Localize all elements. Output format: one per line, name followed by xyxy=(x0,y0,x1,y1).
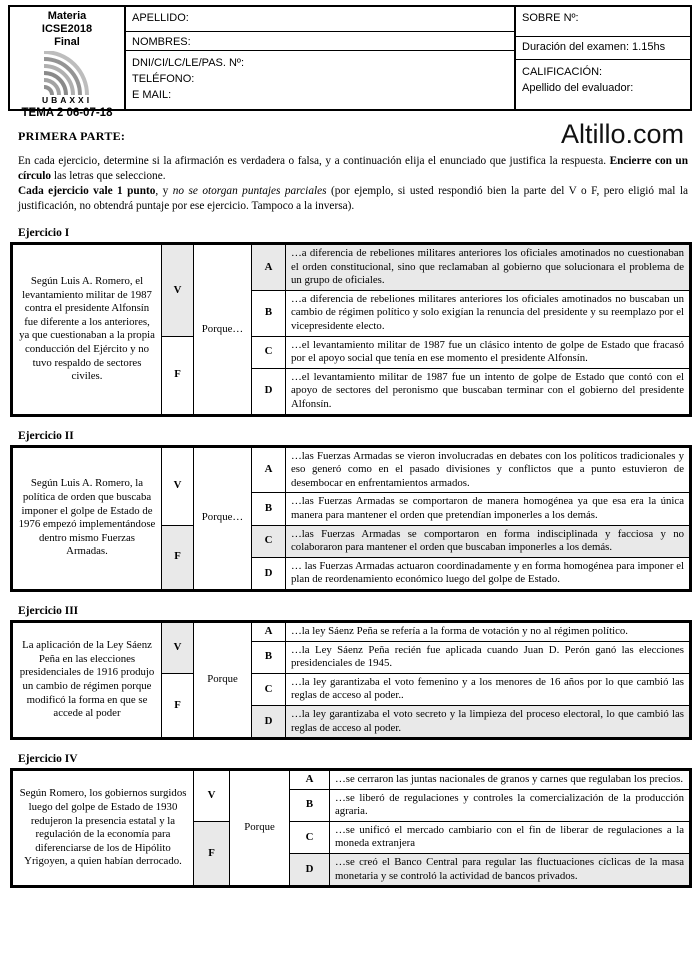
altillo-watermark: Altillo.com xyxy=(560,119,684,149)
exercise-1-option-f[interactable]: F xyxy=(162,336,194,415)
exercise-2-title: Ejercicio II xyxy=(18,429,74,442)
exercise-3-option-c-text: …la ley garantizaba el voto femenino y a los menores de 16 años por lo que cambió las reglas de acceso al poder.. xyxy=(286,673,691,705)
header-middle-panel xyxy=(126,7,514,109)
exercise-2-option-v[interactable]: V xyxy=(162,446,194,525)
exercise-4-option-c[interactable]: C xyxy=(290,821,330,853)
materia-line2: ICSE2018 xyxy=(41,23,93,36)
ubaxxi-logo-icon xyxy=(36,51,98,95)
exercise-4-option-c-text: …se unificó el mercado cambiario con el fin de liberar de regulaciones a la moneda extranjera xyxy=(330,821,691,853)
exercise-4-option-a-text: …se cerraron las juntas nacionales de granos y carnes que regulaban los precios. xyxy=(330,770,691,790)
exercise-3-option-d-text: …la ley garantizaba el voto secreto y la limpieza del proceso electoral, lo que cambió las reglas de acceso al poder. xyxy=(286,705,691,738)
exercise-2-option-b[interactable]: B xyxy=(252,493,286,525)
exercise-2-option-d[interactable]: D xyxy=(252,557,286,590)
exercise-2-statement: Según Luis A. Romero, la política de orden que buscaba imponer el golpe de Estado de 1976 empezó implementándose dentro mismo Fuerzas Armadas. xyxy=(12,446,162,590)
exercise-1-option-a[interactable]: A xyxy=(252,244,286,291)
tema-label: TEMA 2 06-07-18 xyxy=(21,106,113,119)
materia-line1: Materia xyxy=(47,10,87,22)
exercise-1-option-d-text: …el levantamiento militar de 1987 fue un intento de golpe de Estado que contó con el apoyo de sectores del peronismo que buscaban terminar con el gobierno del presidente Alfonsín. xyxy=(286,368,691,415)
exercise-1-option-v[interactable]: V xyxy=(162,244,194,337)
sobre-field: SOBRE Nº: xyxy=(516,7,690,37)
exercise-3-option-a[interactable]: A xyxy=(252,621,286,641)
exercise-4-table xyxy=(10,768,692,888)
exam-header xyxy=(8,5,692,119)
dni-field: DNI/CI/LC/LE/PAS. Nº: xyxy=(132,57,245,70)
email-field: E MAIL: xyxy=(132,89,172,102)
exercise-3-table xyxy=(10,620,692,740)
exercise-1-option-b-text: …a diferencia de rebeliones militares anteriores los oficiales amotinados no buscaban un cambio de régimen político y solo exigían la renuncia del presidente y su reemplazo por el vicepresidente electo. xyxy=(286,290,691,336)
instr-p2-italic: no se otorgan puntajes parciales xyxy=(172,185,327,198)
exercise-1-option-b[interactable]: B xyxy=(252,290,286,336)
exercise-4-option-d-text: …se creó el Banco Central para regular las fluctuaciones cíclicas de la masa monetaria y se controló la actividad de bancos privados. xyxy=(330,854,691,887)
header-right-panel xyxy=(514,7,690,109)
exercise-2-porque: Porque… xyxy=(194,446,252,590)
apellido-field: APELLIDO: xyxy=(126,7,514,32)
exercise-1-statement: Según Luis A. Romero, el levantamiento militar de 1987 contra el presidente Alfonsín fue diferente a los anteriores, ya que cuestionaban a la propia conducción del Ejército y no tuvo respaldo de sectores civiles. xyxy=(12,244,162,416)
nombres-field: NOMBRES: xyxy=(126,32,514,51)
exercise-3-option-v[interactable]: V xyxy=(162,621,194,673)
evaluador-label: Apellido del evaluador: xyxy=(522,81,634,94)
exercise-1-title: Ejercicio I xyxy=(18,227,70,240)
telefono-field: TELÉFONO: xyxy=(132,73,195,86)
exercise-2-option-b-text: …las Fuerzas Armadas se comportaron de manera homogénea ya que esa era la única manera para mantener el orden que pretendían imponerles a los demás. xyxy=(286,493,691,525)
exercise-2-option-a[interactable]: A xyxy=(252,446,286,493)
materia-label xyxy=(42,10,92,50)
exercise-4-option-b-text: …se liberó de regulaciones y controles la comercialización de la producción agraria. xyxy=(330,789,691,821)
exercise-1-option-c[interactable]: C xyxy=(252,336,286,368)
instr-p2-bold: Cada ejercicio vale 1 punto xyxy=(18,185,156,198)
section-title: PRIMERA PARTE: xyxy=(18,129,126,143)
exercise-4-option-f[interactable]: F xyxy=(194,821,230,886)
instr-p1: En cada ejercicio, determine si la afirmación es verdadera o falsa, y a continuación elija el enunciado que justifica la respuesta. xyxy=(18,155,610,167)
instructions xyxy=(18,154,688,214)
calificacion-label: CALIFICACIÓN: xyxy=(522,66,603,78)
exercise-3-option-b-text: …la Ley Sáenz Peña recién fue aplicada cuando Juan D. Perón ganó las elecciones presidenciales de 1945. xyxy=(286,641,691,673)
exercise-4-option-v[interactable]: V xyxy=(194,770,230,822)
instr-p1-bold: Encierre con un círculo xyxy=(18,155,688,183)
exercise-1-option-a-text: …a diferencia de rebeliones militares anteriores los oficiales amotinados no cuestionaban el orden constitucional, sino que reclamaban al gobierno que solucionara el problema de un grupo de oficiales. xyxy=(286,244,691,291)
exercise-3-option-c[interactable]: C xyxy=(252,673,286,705)
exercise-3-statement: La aplicación de la Ley Sáenz Peña en las elecciones presidenciales de 1916 produjo un cambio de régimen porque modificó la forma en que se accede al poder xyxy=(12,621,162,738)
exercise-3-porque: Porque xyxy=(194,621,252,738)
exercise-1-option-d[interactable]: D xyxy=(252,368,286,415)
header-left-panel xyxy=(10,7,126,119)
calificacion-block xyxy=(516,60,690,109)
exercise-2-option-f[interactable]: F xyxy=(162,525,194,590)
exercise-4-option-b[interactable]: B xyxy=(290,789,330,821)
exercise-4-option-a[interactable]: A xyxy=(290,770,330,790)
exercise-3-option-f[interactable]: F xyxy=(162,673,194,738)
exercise-4-porque: Porque xyxy=(230,770,290,887)
exercise-2-option-a-text: …las Fuerzas Armadas se vieron involucradas en debates con los políticos tradicionales y eso generó como en el pasado divisiones y conflictos que a punto estuvieron de desembocar en enfrentamientos armados. xyxy=(286,446,691,493)
exercise-3-title: Ejercicio III xyxy=(18,604,79,617)
exercise-1-option-c-text: …el levantamiento militar de 1987 fue un clásico intento de golpe de Estado que fracasó por el apoyo social que tenía en ese momento el presidente Alfonsín. xyxy=(286,336,691,368)
exercise-1-table xyxy=(10,242,692,417)
exercise-2-option-d-text: … las Fuerzas Armadas actuaron coordinadamente y en forma homogénea para imponer el plan de reordenamiento económico luego del golpe de Estado. xyxy=(286,557,691,590)
exercise-2-table xyxy=(10,445,692,592)
exercise-2-option-c[interactable]: C xyxy=(252,525,286,557)
duracion-label: Duración del examen: 1.15hs xyxy=(516,37,690,60)
exercise-3-option-b[interactable]: B xyxy=(252,641,286,673)
ubaxxi-label: UBAXXI xyxy=(41,94,93,105)
exercise-4-statement: Según Romero, los gobiernos surgidos luego del golpe de Estado de 1930 redujeron la presencia estatal y la regulación de la economía para diferenciarse de los de Hipólito Yrigoyen, a quien habían derrocado. xyxy=(12,770,194,887)
instr-p2-tail: (por ejemplo, si usted respondió bien la parte del V o F, pero eligió mal la justificación, no obtendrá puntaje por ese ejercicio. Tampoco a la inversa). xyxy=(18,185,688,213)
contact-fields xyxy=(126,51,514,109)
exercise-1-porque: Porque… xyxy=(194,244,252,416)
exercise-4-title: Ejercicio IV xyxy=(18,753,78,766)
materia-line3: Final xyxy=(54,36,80,49)
instr-p2-mid: , y xyxy=(155,185,173,198)
exercise-3-option-a-text: …la ley Sáenz Peña se refería a la forma de votación y no al régimen político. xyxy=(286,621,691,641)
exercise-2-option-c-text: …las Fuerzas Armadas se comportaron en forma indisciplinada y facciosa y no colaboraron para mantener el orden que buscaban imponerles a los demás. xyxy=(286,525,691,557)
exercise-4-option-d[interactable]: D xyxy=(290,854,330,887)
exercise-3-option-d[interactable]: D xyxy=(252,705,286,738)
instr-p1-tail: las letras que seleccione. xyxy=(51,170,166,183)
